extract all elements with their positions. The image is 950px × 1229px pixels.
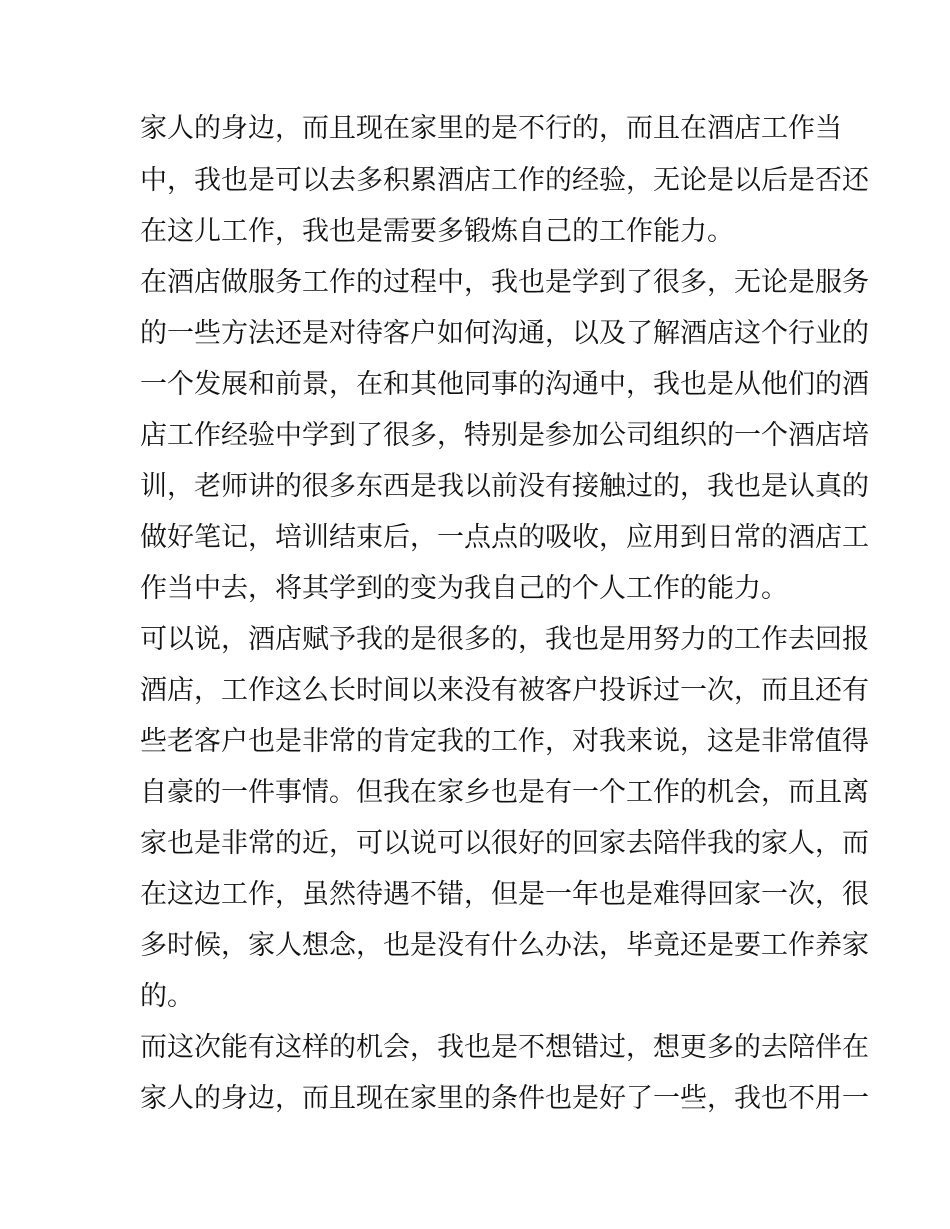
text-line: 做好笔记，培训结束后，一点点的吸收，应用到日常的酒店工 (140, 522, 869, 553)
text-line: 家人的身边，而且现在家里的条件也是好了一些，我也不用一 (140, 1083, 869, 1114)
text-line: 可以说，酒店赋予我的是很多的，我也是用努力的工作去回报 (140, 624, 869, 655)
text-line: 店工作经验中学到了很多，特别是参加公司组织的一个酒店培 (140, 420, 869, 451)
text-line: 中，我也是可以去多积累酒店工作的经验，无论是以后是否还 (140, 165, 869, 196)
text-line: 家也是非常的近，可以说可以很好的回家去陪伴我的家人，而 (140, 828, 869, 859)
text-line: 家人的身边，而且现在家里的是不行的，而且在酒店工作当 (140, 113, 842, 144)
text-line: 作当中去，将其学到的变为我自己的个人工作的能力。 (140, 573, 788, 604)
text-line: 在这边工作，虽然待遇不错，但是一年也是难得回家一次，很 (140, 879, 869, 910)
text-line: 训，老师讲的很多东西是我以前没有接触过的，我也是认真的 (140, 471, 869, 502)
text-line: 酒店，工作这么长时间以来没有被客户投诉过一次，而且还有 (140, 675, 869, 706)
text-line: 的一些方法还是对待客户如何沟通，以及了解酒店这个行业的 (140, 318, 869, 349)
text-line: 的。 (140, 981, 194, 1012)
text-line: 而这次能有这样的机会，我也是不想错过，想更多的去陪伴在 (140, 1032, 869, 1063)
text-line: 在酒店做服务工作的过程中，我也是学到了很多，无论是服务 (140, 267, 869, 298)
text-line: 自豪的一件事情。但我在家乡也是有一个工作的机会，而且离 (140, 777, 869, 808)
text-line: 在这儿工作，我也是需要多锻炼自己的工作能力。 (140, 216, 734, 247)
text-line: 些老客户也是非常的肯定我的工作，对我来说，这是非常值得 (140, 726, 869, 757)
text-line: 多时候，家人想念，也是没有什么办法，毕竟还是要工作养家 (140, 930, 869, 961)
text-line: 一个发展和前景，在和其他同事的沟通中，我也是从他们的酒 (140, 369, 869, 400)
